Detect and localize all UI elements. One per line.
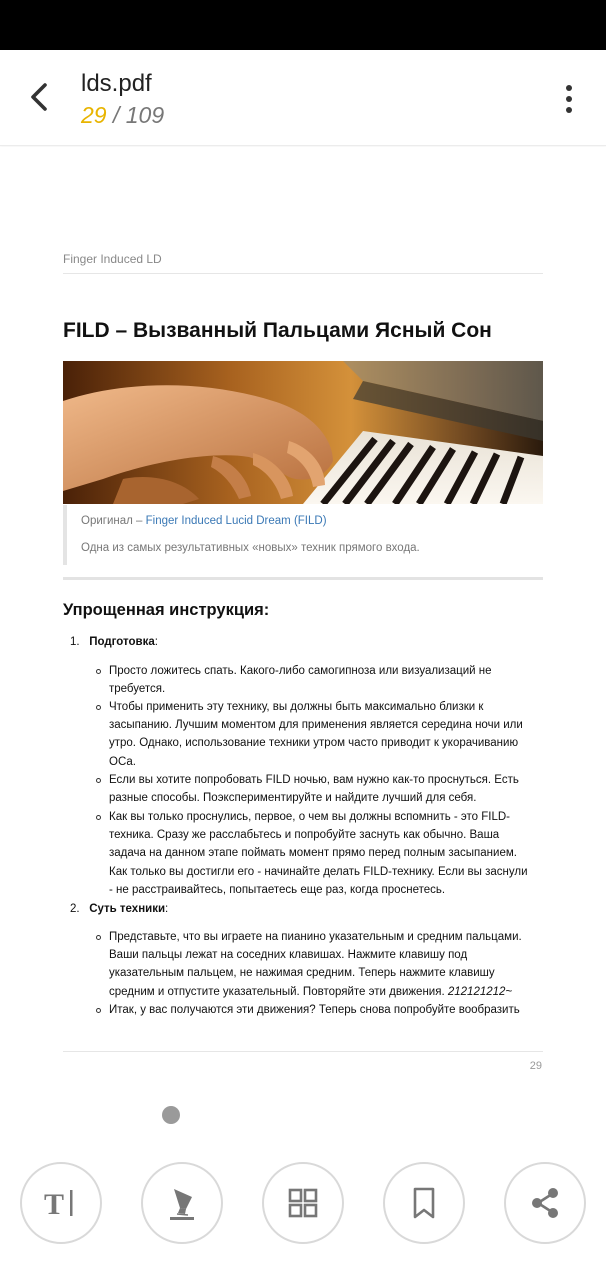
line: Ваши пальцы лежат на соседних клавишах. Нажмите клавишу под	[109, 949, 468, 962]
line: требуется.	[109, 683, 166, 696]
running-head: Finger Induced LD	[63, 252, 162, 266]
document-title: FILD – Вызванный Пальцами Ясный Сон	[63, 319, 492, 342]
text-select-button[interactable]	[20, 1162, 102, 1244]
line: Как вы только проснулись, первое, о чем вы должны вспомнить - это FILD-	[109, 811, 511, 823]
source-quote	[63, 505, 543, 565]
step-1-number: 1.	[70, 636, 80, 648]
line: Представьте, что вы играете на пианино указательным и средним пальцами.	[109, 931, 522, 943]
list-item	[96, 771, 536, 807]
source-prefix: Оригинал –	[81, 515, 146, 527]
more-vertical-icon	[566, 85, 572, 91]
scroll-indicator[interactable]	[162, 1106, 180, 1124]
pdf-page[interactable]	[0, 147, 606, 1107]
line: утро. Однако, использование техники утром часто приводит к укорачиванию	[109, 737, 519, 750]
list-item-text	[96, 808, 536, 899]
line: указательным пальцем, не нажимая средним. Теперь нажмите клавишу	[109, 967, 495, 980]
list-item-text	[96, 928, 536, 1001]
bookmark-icon	[404, 1183, 444, 1223]
page-separator: /	[106, 102, 126, 128]
line: Чтобы применить эту технику, вы должны быть максимально близки к	[109, 701, 484, 713]
bullet-circle-icon	[96, 935, 101, 940]
text-select-icon	[41, 1183, 81, 1223]
list-item-text	[96, 1001, 536, 1019]
list-item-text	[96, 662, 536, 698]
footer-divider	[63, 1051, 543, 1052]
step-1-title: Подготовка	[89, 636, 155, 648]
list-item-text	[96, 771, 536, 807]
step-1	[70, 636, 158, 648]
list-item	[96, 698, 536, 771]
list-item-text	[96, 698, 536, 771]
back-button[interactable]	[14, 72, 64, 122]
line: средним и отпустите указательный. Повторяйте эти движения.	[109, 985, 445, 998]
line: разные способы. Поэкспериментируйте и найдите лучший для себя.	[109, 792, 477, 805]
file-name: lds.pdf	[81, 70, 152, 97]
line: засыпанию. Лучшим моментом для применения является середина ночи или	[109, 719, 523, 732]
page-number: 29	[529, 1060, 542, 1072]
svg-text:T: T	[44, 1188, 65, 1221]
bullet-circle-icon	[96, 705, 101, 710]
list-item	[96, 928, 536, 1001]
line: Как только вы достигли его - начинайте делать FILD-технику. Если вы заснули	[109, 865, 528, 878]
total-pages: 109	[125, 102, 165, 128]
source-link[interactable]: Finger Induced Lucid Dream (FILD)	[145, 515, 327, 527]
source-line	[81, 515, 327, 527]
more-vertical-icon-dot	[566, 96, 572, 102]
piano-hands-image	[63, 361, 543, 504]
current-page: 29	[81, 102, 107, 128]
line: Просто ложитесь спать. Какого-либо самогипноза или визуализаций не	[109, 665, 492, 677]
status-bar	[0, 0, 606, 50]
line: задача на данном этапе поймать момент прямо перед полным засыпанием.	[109, 847, 517, 860]
bullet-circle-icon	[96, 778, 101, 783]
line: Если вы хотите попробовать FILD ночью, вам нужно как-то проснуться. Есть	[109, 774, 519, 786]
section-heading: Упрощенная инструкция:	[63, 601, 270, 619]
line: - не расстраивайтесь, попытаетесь еще раз, когда проснетесь.	[109, 883, 446, 896]
bookmark-button[interactable]	[383, 1162, 465, 1244]
list-item	[96, 662, 536, 698]
share-icon	[525, 1183, 565, 1223]
step-1-suffix: :	[154, 636, 158, 648]
line: ОСа.	[109, 755, 136, 768]
back-arrow-icon	[26, 82, 52, 112]
more-vertical-icon-dot	[566, 107, 572, 113]
share-button[interactable]	[504, 1162, 586, 1244]
line: техника. Сразу же расслабьтесь и попробуйте заснуть как обычно. Ваша	[109, 829, 500, 842]
list-item	[96, 808, 536, 899]
bullet-circle-icon	[96, 669, 101, 674]
thumbnails-button[interactable]	[262, 1162, 344, 1244]
source-subtitle: Одна из самых результативных «новых» техник прямого входа.	[81, 542, 420, 554]
highlighter-icon	[162, 1183, 202, 1223]
step-2-number: 2.	[70, 903, 80, 915]
more-options-button[interactable]	[548, 76, 590, 122]
app-bar	[0, 50, 606, 146]
step-2	[70, 903, 168, 915]
highlighter-button[interactable]	[141, 1162, 223, 1244]
grid-icon	[283, 1183, 323, 1223]
bullet-circle-icon	[96, 1008, 101, 1013]
section-divider	[63, 577, 543, 580]
bullet-circle-icon	[96, 815, 101, 820]
step-2-title: Суть техники	[89, 903, 166, 915]
step-2-suffix: :	[165, 903, 169, 915]
header-divider	[63, 273, 543, 274]
list-item	[96, 1001, 536, 1019]
line: Итак, у вас получаются эти движения? Теперь снова попробуйте вообразить	[109, 1004, 520, 1016]
page-counter	[81, 102, 164, 129]
finger-sequence: 212121212~	[447, 985, 513, 998]
